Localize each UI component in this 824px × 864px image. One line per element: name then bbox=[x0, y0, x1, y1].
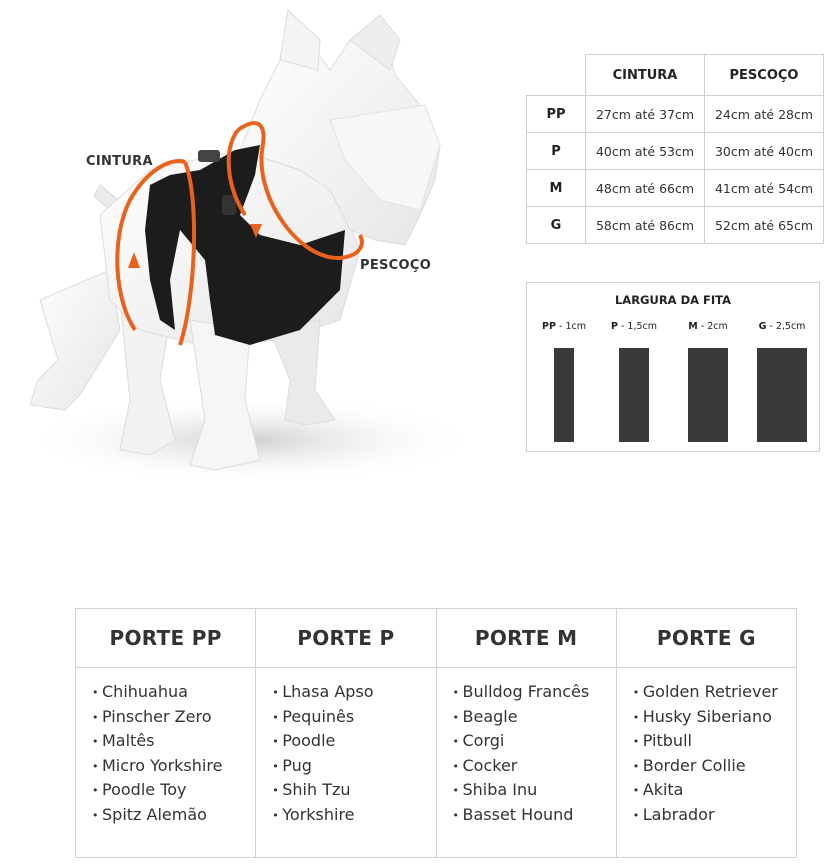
breed-column-title: PORTE PP bbox=[76, 609, 255, 668]
measurement-header-row bbox=[527, 55, 824, 96]
breed-list bbox=[76, 668, 255, 828]
breed-column-pp bbox=[76, 609, 256, 857]
list-item: • Bulldog Francês bbox=[453, 680, 616, 705]
breed-column-g bbox=[617, 609, 796, 857]
list-item: • Golden Retriever bbox=[633, 680, 796, 705]
list-item: • Beagle bbox=[453, 705, 616, 730]
list-item: • Poodle Toy bbox=[92, 778, 255, 803]
list-item: • Labrador bbox=[633, 803, 796, 828]
strap-width-panel bbox=[526, 282, 820, 452]
list-item: • Cocker bbox=[453, 754, 616, 779]
table-row bbox=[527, 207, 824, 244]
strap-size: P bbox=[610, 321, 618, 332]
strap-width: 2cm bbox=[707, 321, 728, 332]
list-item: • Akita bbox=[633, 778, 796, 803]
list-item: • Shiba Inu bbox=[453, 778, 616, 803]
size-cell: M bbox=[527, 170, 586, 207]
list-item: • Micro Yorkshire bbox=[92, 754, 255, 779]
table-row bbox=[527, 133, 824, 170]
waist-cell: 27cm até 37cm bbox=[586, 96, 705, 133]
dog-figure bbox=[0, 0, 520, 500]
strap-item-p: P - 1,5cm bbox=[597, 321, 671, 442]
strap-width-title: LARGURA DA FITA bbox=[614, 293, 732, 307]
list-item: • Pequinês bbox=[272, 705, 435, 730]
list-item: • Basset Hound bbox=[453, 803, 616, 828]
strap-width: 1cm bbox=[565, 321, 586, 332]
list-item: • Husky Siberiano bbox=[633, 705, 796, 730]
strap-item-pp: PP - 1cm bbox=[527, 321, 601, 442]
list-item: • Yorkshire bbox=[272, 803, 435, 828]
waist-label: CINTURA bbox=[86, 154, 153, 169]
breed-column-title: PORTE M bbox=[437, 609, 616, 668]
neck-cell: 30cm até 40cm bbox=[705, 133, 824, 170]
breed-column-m bbox=[437, 609, 617, 857]
header-neck: PESCOÇO bbox=[705, 55, 824, 96]
breed-column-title: PORTE G bbox=[617, 609, 796, 668]
list-item: • Shih Tzu bbox=[272, 778, 435, 803]
table-row bbox=[527, 96, 824, 133]
breed-column-p bbox=[256, 609, 436, 857]
list-item: • Poodle bbox=[272, 729, 435, 754]
strap-item-m: M - 2cm bbox=[671, 321, 745, 442]
header-waist: CINTURA bbox=[586, 55, 705, 96]
list-item: • Pug bbox=[272, 754, 435, 779]
list-item: • Pitbull bbox=[633, 729, 796, 754]
strap-width: 2,5cm bbox=[775, 321, 806, 332]
strap-width: 1,5cm bbox=[627, 321, 658, 332]
table-row bbox=[527, 170, 824, 207]
list-item: • Pinscher Zero bbox=[92, 705, 255, 730]
strap-bar-pp bbox=[554, 348, 574, 442]
neck-cell: 24cm até 28cm bbox=[705, 96, 824, 133]
strap-size: G bbox=[758, 321, 767, 332]
waist-cell: 40cm até 53cm bbox=[586, 133, 705, 170]
strap-bar-g bbox=[757, 348, 807, 442]
neck-cell: 52cm até 65cm bbox=[705, 207, 824, 244]
breed-list bbox=[256, 668, 435, 828]
size-cell: PP bbox=[527, 96, 586, 133]
list-item: • Border Collie bbox=[633, 754, 796, 779]
strap-item-g: G - 2,5cm bbox=[745, 321, 819, 442]
breed-size-table bbox=[75, 608, 797, 858]
strap-bar-p bbox=[619, 348, 649, 442]
size-cell: P bbox=[527, 133, 586, 170]
measurement-table bbox=[526, 54, 824, 244]
list-item: • Chihuahua bbox=[92, 680, 255, 705]
strap-size: PP bbox=[542, 321, 556, 332]
dog-harness-illustration bbox=[0, 0, 520, 500]
harness-buckle bbox=[198, 150, 220, 162]
neck-label: PESCOÇO bbox=[360, 258, 432, 273]
list-item: • Maltês bbox=[92, 729, 255, 754]
size-cell: G bbox=[527, 207, 586, 244]
breed-list bbox=[617, 668, 796, 828]
strap-size: M bbox=[688, 321, 698, 332]
list-item: • Spitz Alemão bbox=[92, 803, 255, 828]
waist-cell: 58cm até 86cm bbox=[586, 207, 705, 244]
list-item: • Corgi bbox=[453, 729, 616, 754]
waist-cell: 48cm até 66cm bbox=[586, 170, 705, 207]
list-item: • Lhasa Apso bbox=[272, 680, 435, 705]
breed-column-title: PORTE P bbox=[256, 609, 435, 668]
neck-cell: 41cm até 54cm bbox=[705, 170, 824, 207]
strap-bar-m bbox=[688, 348, 728, 442]
breed-list bbox=[437, 668, 616, 828]
